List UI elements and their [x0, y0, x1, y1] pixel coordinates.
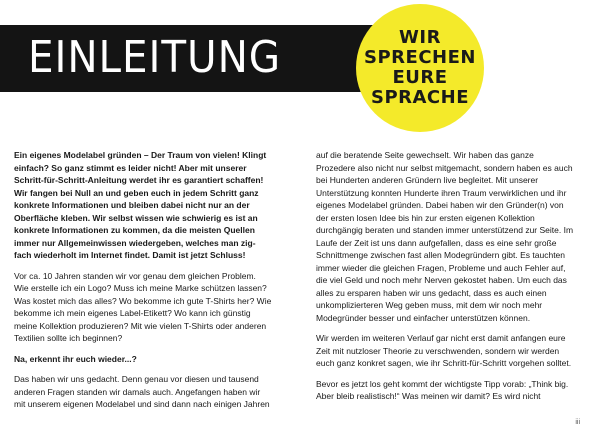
page-number: iii	[575, 419, 580, 426]
badge-line-2: SPRECHEN	[364, 47, 476, 68]
body-paragraph: Wir werden im weiteren Verlauf gar nicht erst damit anfangen eure Zeit mit nutzloser Theorie zu verschwenden, sondern wir werden euch ganz konkret sagen, wie ihr Schritt-für-Schritt vorgehen solltet.	[316, 333, 572, 368]
badge-line-3: EURE	[392, 67, 448, 88]
right-column	[316, 149, 574, 411]
left-column	[14, 149, 272, 419]
slogan-badge	[356, 4, 484, 132]
subheading: Na, erkennt ihr euch wieder...?	[14, 353, 137, 364]
body-paragraph: Bevor es jetzt los geht kommt der wichtigste Tipp vorab: „Think big. Aber bleib realistisch!“ Was meinen wir damit? Es wird nicht	[316, 378, 569, 401]
body-paragraph: Das haben wir uns gedacht. Denn genau vor diesen und tausend anderen Fragen standen wir damals auch. Angefangen haben wir mit unserem eigenen Modelabel und sind dann nach einigen Jahren	[14, 374, 270, 409]
body-paragraph: auf die beratende Seite gewechselt. Wir haben das ganze Prozedere also nicht nur selbst mitgemacht, sondern haben es auch bei Hunderten anderen Gründern live begleitet. Mit unserer Unterstützung konnten Hunderte ihren Traum verwirklichen und ihr eigenes Modelabel gründen. Dabei haben wir den Gründer(n) von der ersten losen Idee bis hin zur ersten eigenen Kollektion durchgängig beraten und standen immer unterstützend zur Seite. Im Laufe der Zeit ist uns dann aufgefallen, dass es eine sehr große Schnittmenge zwischen fast allen Modegründern gibt. Es tauchten immer wieder die gleichen Fragen, Probleme und auch Fehler auf, die viel Geld und noch mehr Nerven gekostet haben. Um euch das alles zu ersparen haben wir uns gedacht, dass es auch einen unkomplizierteren Weg geben muss, mit dem wir noch mehr Modegründer besser und einfacher unterstützen können.	[316, 150, 574, 323]
badge-line-4: SPRACHE	[370, 87, 470, 108]
badge-line-1: WIR	[399, 27, 441, 48]
body-paragraph: Vor ca. 10 Jahren standen wir vor genau dem gleichen Problem. Wie erstelle ich ein Logo? Muss ich meine Marke schützen lassen? Was kostet mich das alles? Wo bekomme ich gute T-Shirts her? Wie bekomme ich mein eigenes Label-Etikett? Wo kann ich günstig meine Kollektion produzieren? Mit wie vielen T-Shirts oder anderen Textilien sollte ich beginnen?	[14, 270, 272, 343]
lead-paragraph: Ein eigenes Modelabel gründen – Der Traum von vielen! Klingt einfach? So ganz stimmt es leider nicht! Aber mit unserer Schritt-für-Schritt-Anleitung werdet ihr es garantiert schaffen! Wir fangen bei Null an und geben euch in jedem Schritt ganz konkrete Informationen und bleiben dabei nicht nur an der Oberfläche kleben. Wir selbst wissen wie schwierig es ist an konkrete Informationen zu kommen, da die meisten Quellen immer nur Allgemeinwissen wiedergeben, welches man zig-fach wiederholt im Internet findet. Damit ist jetzt Schluss!	[14, 150, 267, 260]
page-title: EINLEITUNG	[28, 32, 282, 83]
